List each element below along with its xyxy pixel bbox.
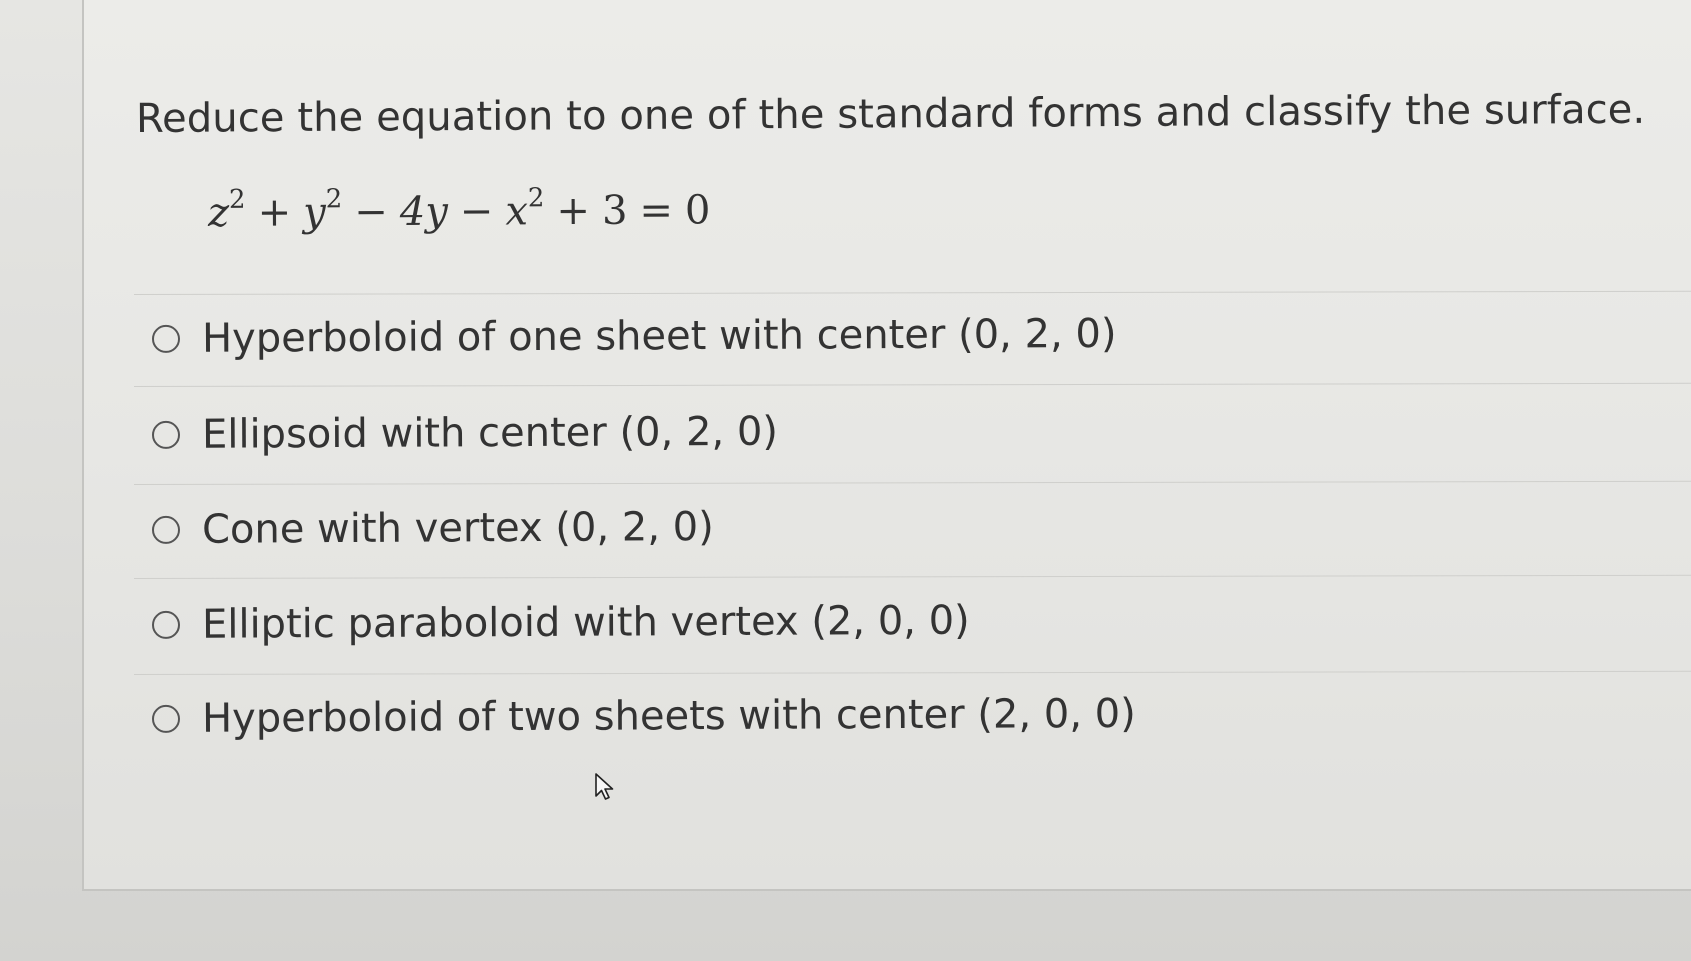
eq-op-minus-2: − bbox=[459, 188, 494, 235]
option-label: Elliptic paraboloid with vertex (2, 0, 0) bbox=[201, 597, 970, 648]
divider-1 bbox=[134, 383, 1691, 387]
eq-exp-x: 2 bbox=[527, 183, 545, 214]
radio-button[interactable] bbox=[152, 611, 180, 639]
eq-op-plus-2: + bbox=[556, 188, 591, 235]
arrow-cursor-icon bbox=[594, 772, 616, 802]
eq-rhs-0: 0 bbox=[684, 187, 711, 234]
question-prompt: Reduce the equation to one of the standard forms and classify the surface. bbox=[135, 86, 1646, 142]
option-hyperboloid-two-sheets[interactable] bbox=[152, 691, 1136, 742]
divider-top bbox=[134, 291, 1691, 295]
option-label: Ellipsoid with center (0, 2, 0) bbox=[201, 408, 779, 458]
option-label: Cone with vertex (0, 2, 0) bbox=[201, 504, 714, 553]
divider-3 bbox=[134, 575, 1691, 579]
radio-button[interactable] bbox=[152, 516, 180, 544]
eq-exp-z: 2 bbox=[228, 184, 246, 215]
option-label: Hyperboloid of one sheet with center (0, 2, 0) bbox=[201, 310, 1117, 362]
option-ellipsoid[interactable] bbox=[152, 409, 778, 458]
eq-equals: = bbox=[639, 187, 674, 234]
eq-var-x: x bbox=[505, 188, 529, 235]
eq-exp-y: 2 bbox=[325, 184, 343, 215]
divider-2 bbox=[134, 481, 1691, 485]
eq-term-4y: 4y bbox=[399, 188, 448, 235]
radio-button[interactable] bbox=[152, 325, 180, 353]
radio-button[interactable] bbox=[152, 421, 180, 449]
eq-op-plus-1: + bbox=[257, 189, 292, 236]
divider-4 bbox=[134, 671, 1691, 675]
radio-button[interactable] bbox=[152, 705, 180, 733]
eq-var-z: z bbox=[207, 189, 230, 236]
option-label: Hyperboloid of two sheets with center (2, 0, 0) bbox=[201, 690, 1136, 742]
option-cone[interactable] bbox=[152, 504, 714, 553]
eq-const-3: 3 bbox=[601, 187, 628, 234]
option-elliptic-paraboloid[interactable] bbox=[152, 598, 970, 648]
option-hyperboloid-one-sheet[interactable] bbox=[152, 311, 1117, 362]
equation bbox=[207, 183, 711, 236]
eq-var-y: y bbox=[303, 189, 326, 236]
eq-op-minus-1: − bbox=[354, 189, 388, 236]
question-card bbox=[82, 0, 1691, 891]
